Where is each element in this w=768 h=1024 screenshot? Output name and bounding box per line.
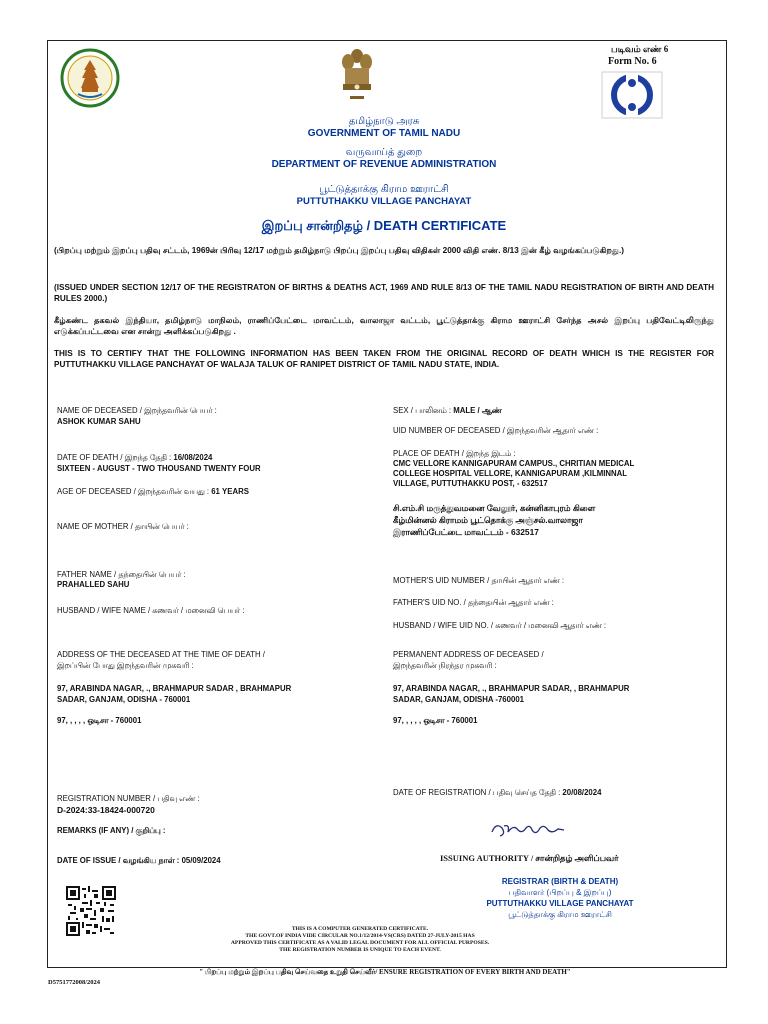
certificate-title: இறப்பு சான்றிதழ் / DEATH CERTIFICATE	[261, 218, 507, 233]
registration-number-value: D-2024:33-18424-000720	[57, 805, 155, 815]
age-label: AGE OF DECEASED / இறந்தவரின் வயது :	[57, 487, 210, 496]
date-of-death-label: DATE OF DEATH / இறந்த தேதி :	[57, 453, 172, 462]
panchayat-tamil: பூட்டுத்தாக்கு கிராம ஊராட்சி	[319, 184, 449, 195]
place-of-death-line-2: COLLEGE HOSPITAL VELLORE, KANNIGAPURAM ,KILMINNAL	[393, 469, 628, 478]
date-of-issue-value: 05/09/2024	[181, 856, 221, 865]
national-emblem-icon	[340, 46, 374, 104]
mother-name-label: NAME OF MOTHER / தாயின் பெயர் :	[57, 522, 189, 531]
permanent-address-line-2: SADAR, GANJAM, ODISHA -760001	[393, 695, 524, 704]
sex-value: MALE / ஆண்	[453, 406, 502, 415]
legal-note-english: (ISSUED UNDER SECTION 12/17 OF THE REGISTRATON OF BIRTHS & DEATHS ACT, 1969 AND RULE 8/13 OF THE TAMIL NADU REGISTRATION OF BIRTH AND DEATH RULES 2000.)	[54, 283, 714, 303]
spouse-uid-label: HUSBAND / WIFE UID NO. / கணவர் / மனைவி ஆதார் எண் :	[393, 621, 607, 630]
form-number-tamil: படிவம் எண் 6	[611, 44, 669, 54]
department-name: DEPARTMENT OF REVENUE ADMINISTRATION	[271, 159, 497, 170]
panchayat-name: PUTTUTHAKKU VILLAGE PANCHAYAT	[296, 196, 472, 207]
date-of-registration	[393, 788, 601, 798]
date-of-death-words: SIXTEEN - AUGUST - TWO THOUSAND TWENTY FOUR	[57, 464, 261, 473]
registration-slogan: " பிறப்பு மற்றும் இறப்பு பதிவு செய்வதை உறுதி செய்வீர்/ ENSURE REGISTRATION OF EVERY BIRTH AND DEATH"	[199, 968, 571, 976]
footer-note-4: THE REGISTRATION NUMBER IS UNIQUE TO EACH EVENT.	[279, 947, 441, 953]
registrar-title-tamil: பதிவாளர் (பிறப்பு & இறப்பு)	[508, 888, 612, 897]
date-of-death-value: 16/08/2024	[173, 453, 213, 462]
deceased-name-value: ASHOK KUMAR SAHU	[57, 417, 141, 426]
place-of-death-tamil-2: கீழ்மின்னல் கிராமம் பூட்தொக்கு அஞ்சல்.வாலாஜா	[393, 515, 583, 525]
registration-date-value: 20/08/2024	[562, 788, 602, 797]
civil-registration-logo-icon	[600, 70, 664, 120]
place-of-death-line-3: VILLAGE, PUTTUTHAKKU POST, - 632517	[393, 479, 548, 488]
place-of-death-line-1: CMC VELLORE KANNIGAPURAM CAMPUS., CHRITIAN MEDICAL	[393, 459, 635, 468]
age-value: 61 YEARS	[211, 487, 249, 496]
sex-label: SEX / பாலினம் :	[393, 406, 452, 415]
footer-note-3: APPROVED THIS CERTIFICATE AS A VALID LEGAL DOCUMENT FOR ALL OFFICIAL PURPOSES.	[230, 940, 490, 946]
spouse-name-label: HUSBAND / WIFE NAME / கணவர் / மனைவி பெயர் :	[57, 606, 245, 615]
registrar-panchayat-tamil: பூட்டுத்தாக்கு கிராம ஊராட்சி	[508, 910, 612, 919]
deceased-name-label: NAME OF DECEASED / இறந்தவரின் பெயர் :	[57, 406, 217, 415]
address-line-1: 97, ARABINDA NAGAR, ., BRAHMAPUR SADAR , BRAHMAPUR	[57, 684, 292, 693]
footer-note-1: THIS IS A COMPUTER GENERATED CERTIFICATE.	[291, 926, 429, 932]
father-name-value: PRAHALLED SAHU	[57, 580, 130, 589]
sex	[393, 406, 502, 416]
permanent-address-label-tamil: இறந்தவரின் நிரந்தர முகவரி :	[393, 661, 497, 670]
address-line-2: SADAR, GANJAM, ODISHA - 760001	[57, 695, 191, 704]
serial-number: D5751772008/2024	[48, 979, 100, 986]
address-label-tamil: இறப்பின் போது இறந்தவரின் முகவரி :	[57, 661, 194, 670]
age-of-deceased	[57, 487, 249, 497]
footer-note-2: THE GOVT.OF INDIA VIDE CIRCULAR NO.1/12/2014-VS(CRS) DATED 27-JULY-2015 HAS	[245, 933, 475, 939]
address-line-3: 97, , , , , ஒடிசா - 760001	[57, 716, 142, 725]
registrar-panchayat: PUTTUTHAKKU VILLAGE PANCHAYAT	[486, 899, 634, 908]
date-of-death	[57, 453, 212, 463]
place-of-death-tamil-1: சி.எம்.சி மருத்துவமனை வேலூர், கன்னிகாபுரம் கிளை	[393, 503, 596, 513]
registration-date-label: DATE OF REGISTRATION / பதிவு செய்த தேதி :	[393, 788, 561, 797]
place-of-death-label: PLACE OF DEATH / இறந்த இடம் :	[393, 449, 516, 458]
permanent-address-label: PERMANENT ADDRESS OF DECEASED /	[393, 650, 544, 659]
issuing-authority: ISSUING AUTHORITY / சான்றிதழ் அளிப்பவர்	[440, 853, 619, 863]
date-of-issue	[57, 856, 221, 866]
signature-icon	[488, 818, 568, 842]
qr-code-icon	[66, 886, 116, 936]
government-name: GOVERNMENT OF TAMIL NADU	[307, 128, 461, 139]
address-label: ADDRESS OF THE DECEASED AT THE TIME OF DEATH /	[57, 650, 265, 659]
uid-deceased-label: UID NUMBER OF DECEASED / இறந்தவரின் ஆதார் எண் :	[393, 426, 599, 435]
date-of-issue-label: DATE OF ISSUE / வழங்கிய நாள் :	[57, 856, 180, 865]
registrar-title: REGISTRAR (BIRTH & DEATH)	[501, 877, 619, 886]
certify-note-tamil: கீழ்கண்ட தகவல் இந்தியா, தமிழ்நாடு மாநிலம், ராணிப்பேட்டை மாவட்டம், வாலாஜா வட்டம், பூட்டுத்தாக்கு கிராம ஊராட்சி சேர்ந்த அசல் இறப்பு பதிவேட்டிலிருந்து எடுக்கப்பட்டவை என சான்று அளிக்கப்படுகிறது .	[54, 316, 714, 336]
permanent-address-line-1: 97, ARABINDA NAGAR, ., BRAHMAPUR SADAR, , BRAHMAPUR	[393, 684, 630, 693]
place-of-death-tamil-3: இராணிப்பேட்டை மாவட்டம் - 632517	[393, 527, 539, 537]
father-uid-label: FATHER'S UID NO. / தந்தையின் ஆதார் எண் :	[393, 598, 554, 607]
form-number: Form No. 6	[608, 56, 657, 67]
tamil-nadu-emblem-icon	[60, 48, 120, 108]
registration-number-label: REGISTRATION NUMBER / பதிவு எண் :	[57, 794, 200, 803]
department-tamil: வருவாய்த் துறை	[345, 147, 423, 158]
remarks-label: REMARKS (IF ANY) / குறிப்பு :	[57, 826, 166, 835]
mother-uid-label: MOTHER'S UID NUMBER / தாயின் ஆதார் எண் :	[393, 576, 564, 585]
government-tamil: தமிழ்நாடு அரசு	[348, 116, 420, 127]
permanent-address-line-3: 97, , , , , ஒடிசா - 760001	[393, 716, 478, 725]
father-name-label: FATHER NAME / தந்தையின் பெயர் :	[57, 570, 186, 579]
legal-note-tamil: (பிறப்பு மற்றும் இறப்பு பதிவு சட்டம், 1969ன் பிரிவு 12/17 மற்றும் தமிழ்நாடு பிறப்பு இறப்பு பதிவு விதிகள் 2000 விதி எண். 8/13 இன் கீழ் வழங்கப்படுகிறது.)	[54, 246, 625, 255]
certify-note-english: THIS IS TO CERTIFY THAT THE FOLLOWING INFORMATION HAS BEEN TAKEN FROM THE ORIGINAL RECORD OF DEATH WHICH IS THE REGISTER FOR PUTTUTHAKKU VILLAGE PANCHAYAT OF WALAJA TALUK OF RANIPET DISTRICT OF TAMIL NADU STATE, INDIA.	[54, 349, 714, 369]
